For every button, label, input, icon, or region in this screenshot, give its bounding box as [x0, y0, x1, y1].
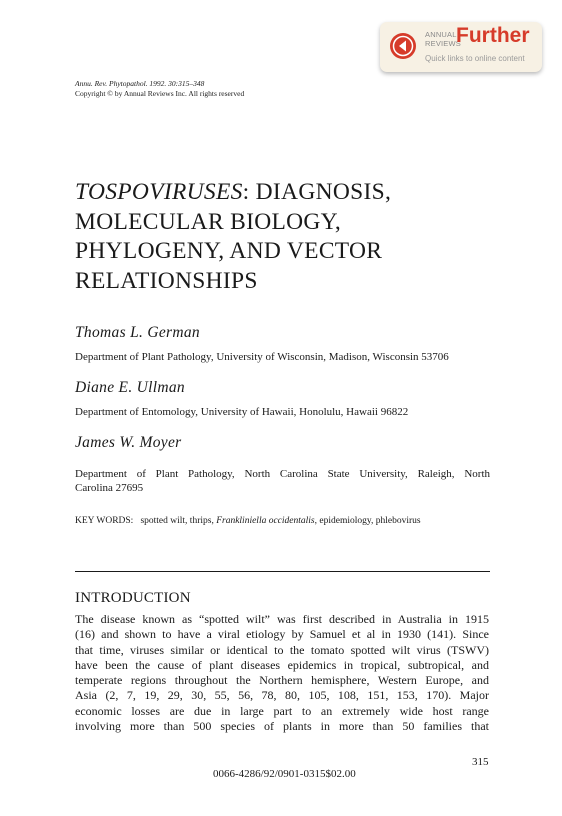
paragraph-line: involving more than 500 species of plants in more than 50 families that [75, 719, 489, 734]
paragraph-line: temperate regions throughout the Northern hemisphere, Western Europe, and [75, 673, 489, 688]
annual-label: ANNUAL [425, 30, 457, 39]
title-line-4: RELATIONSHIPS [75, 267, 258, 294]
banner-tagline: Quick links to online content [425, 54, 525, 63]
paragraph-line: that time, viruses similar or identical to the tomato spotted wilt virus (TSWV) [75, 642, 489, 657]
paragraph-line: The disease known as “spotted wilt” was first described in Australia in 1915 [75, 612, 489, 626]
author-name: Thomas L. German [75, 324, 200, 341]
author-affiliation: Department of Plant Pathology, North Carolina State University, Raleigh, North [75, 468, 490, 480]
keywords-label: KEY WORDS: [75, 516, 134, 526]
title-line-3: PHYLOGENY, AND VECTOR [75, 238, 383, 264]
paragraph-line: (16) and shown to have a viral etiology by Samuel et al in 1930 (141). Since [75, 627, 489, 642]
paragraph-line: Asia (2, 7, 19, 29, 30, 55, 56, 78, 80, 105, 108, 151, 153, 170). Major [75, 688, 489, 703]
reviews-label: REVIEWS [425, 39, 461, 48]
section-heading: INTRODUCTION [75, 590, 191, 606]
author-affiliation-cont: Carolina 27695 [75, 482, 144, 494]
author-affiliation: Department of Entomology, University of Hawaii, Honolulu, Hawaii 96822 [75, 406, 409, 418]
keywords-post: , epidemiology, phlebovirus [314, 516, 421, 526]
paragraph-line: economic losses are due in large part to an extremely wide host range [75, 703, 489, 718]
section-divider [75, 571, 490, 572]
title-line-2: MOLECULAR BIOLOGY, [75, 208, 342, 235]
annual-reviews-further-banner[interactable] [380, 22, 542, 72]
price-code: 0066-4286/92/0901-0315$02.00 [213, 768, 356, 780]
copyright-line: Copyright © by Annual Reviews Inc. All rights reserved [75, 89, 245, 98]
keywords-italic: Frankliniella occidentalis [216, 516, 315, 526]
title-line-1-rest: : DIAGNOSIS, [242, 179, 392, 205]
article-title [75, 178, 495, 296]
author-name: James W. Moyer [75, 434, 182, 451]
play-arrow-icon [389, 32, 417, 60]
author-name: Diane E. Ullman [75, 379, 185, 396]
page-number: 315 [472, 756, 489, 768]
introduction-paragraph [75, 612, 489, 734]
author-affiliation: Department of Plant Pathology, University of Wisconsin, Madison, Wisconsin 53706 [75, 351, 449, 363]
further-label: Further [456, 24, 530, 47]
title-line-1 [75, 178, 495, 208]
paragraph-line: have been the cause of plant diseases epidemics in tropical, subtropical, and [75, 657, 489, 672]
keywords [75, 516, 421, 526]
journal-citation: Annu. Rev. Phytopathol. 1992. 30:315–348 [75, 79, 205, 88]
title-italic-term: TOSPOVIRUSES [75, 179, 243, 205]
keywords-pre: spotted wilt, thrips, [140, 516, 214, 526]
